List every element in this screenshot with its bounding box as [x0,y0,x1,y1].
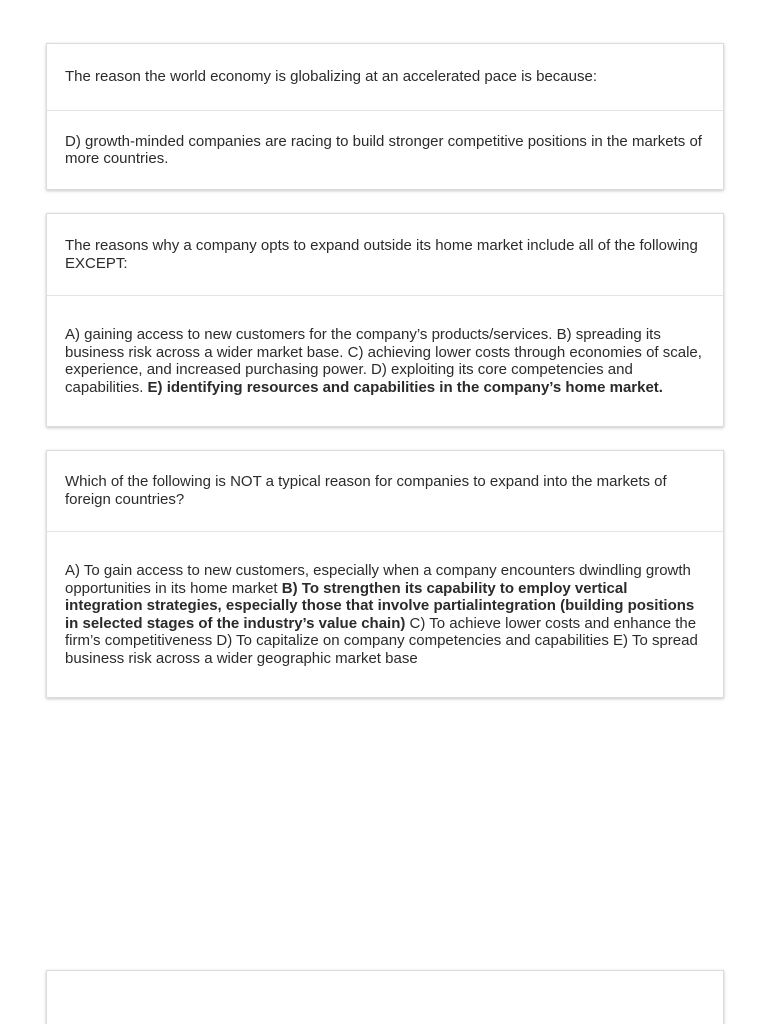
question-text: The reasons why a company opts to expand outside its home market include all of the following EXCEPT: [65,236,698,272]
answer-text [65,133,705,168]
question-text: Which of the following is NOT a typical reason for companies to expand into the markets of foreign countries? [65,473,667,508]
flashcard-2 [46,213,724,427]
card-answer [47,532,723,697]
answer-segment: A) To gain access to new customers, especially when a company encounters dwindling growth opportunities in its home market [65,562,691,597]
answer-segment: D) growth-minded companies are racing to build stronger competitive positions in the markets of more countries. [65,132,702,167]
flashcard-3 [46,450,724,698]
card-question [47,44,723,111]
card-question [47,214,723,296]
answer-segment: C) To achieve lower costs and enhance the firm’s competitiveness D) To capitalize on company competencies and capabilities E) To spread business risk across a wider geographic market base [65,614,698,667]
flashcard-4-partial [46,970,724,1024]
answer-segment-bold: E) identifying resources and capabilities in the company’s home market. [147,378,663,396]
card-question [47,451,723,532]
answer-text [65,562,705,667]
answer-segment-bold: B) To strengthen its capability to employ vertical integration strategies, especially those that involve partialintegration (building positions in selected stages of the industry’s value chain) [65,579,695,632]
question-text: The reason the world economy is globalizing at an accelerated pace is because: [65,68,597,85]
answer-segment: A) gaining access to new customers for the company’s products/services. B) spreading its business risk across a wider market base. C) achieving lower costs through economies of scale, experience, and increased purchasing power. D) exploiting its core competencies and capabilities. [65,326,702,396]
flashcard-1 [46,43,724,190]
card-answer [47,296,723,426]
answer-text [65,326,705,396]
card-answer [47,111,723,189]
